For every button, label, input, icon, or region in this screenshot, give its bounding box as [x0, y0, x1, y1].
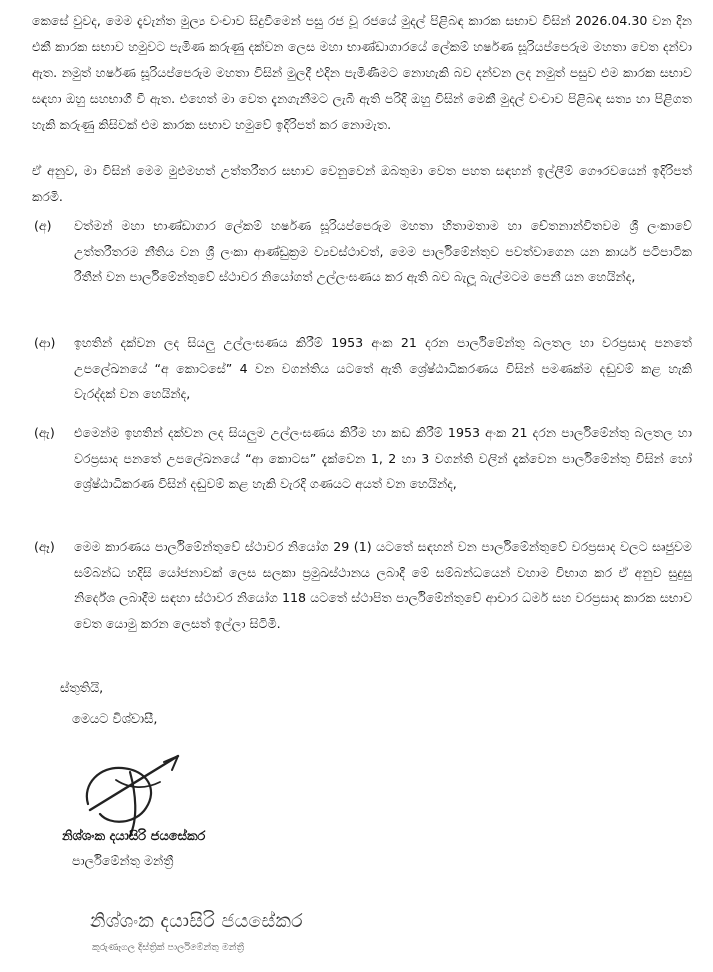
item-marker: (ඇ)	[34, 425, 55, 440]
item-text: වත්මන් මහා භාණ්ඩාගාර ලේකම් හර්ෂණ සූරියප්පෙරුම මහතා හිතාමතාම හා චේතනාන්විතවම ශ්‍රී ලංකාවේ උත්තරීතරම නීතිය වන ශ්‍රී ලංකා ආණ්ඩුක්‍රම ව්‍යවස්ථාවත්, මෙම පාර්ලිමේන්තුව පවත්වාගෙන යන කාර්ය පටිපාටික රීතීන් වන පාර්ලිමේන්තුවේ ස්ථාවර නියෝගත් උල්ලංඝණය කර ඇති බව බැලූ බැල්මටම පෙනී යන හෙයින්ද,	[74, 218, 692, 284]
signatory-title: පාර්ලිමේන්තු මන්ත්‍රී	[72, 853, 174, 868]
intro-paragraph: කෙසේ වුවද, මෙම දැවැන්ත මුල්‍ය වංචාව සිදුවීමෙන් පසු රජ වූ රජයේ මුදල් පිළිබඳ කාරක සභාව විසින් 2026.04.30 වන දින එකී කාරක සභාව හමුවට පැමිණ කරුණු දක්වන ලෙස මහා භාණ්ඩාගාරයේ ලේකම් හර්ෂණ සූරියප්පෙරුම මහතා වෙත දන්වා ඇත. නමුත් හර්ෂණ සූරියප්පෙරුම මහතා විසින් මුලදී එදින පැමිණීමට නොහැකි බව දන්වන ලද නමුත් පසුව එම කාරක සභාව සඳහා ඔහු සහභාගී වී ඇත. එහෙත් මා වෙත දැනගැනීමට ලැබී ඇති පරිදි ඔහු විසින් මෙකී මුදල් වංචාව පිළිබඳ සත්‍ය හා පිළිගත හැකි කරුණු කිසිවක් එම කාරක සභාව හමුවේ ඉදිරිපත් කර නොමැත.	[32, 13, 692, 132]
signatory-name: නිශ්ශංක දයාසිරි ජයසේකර	[62, 829, 206, 844]
handwritten-signature	[60, 732, 210, 842]
closing-thanks: ස්තුතියි,	[60, 681, 104, 696]
item-text: මෙම කාරණය පාර්ලිමේන්තුවේ ස්ථාවර නියෝග 29 (1) යටතේ සඳහන් වන පාර්ලිමේන්තුවේ වරප්‍රසාද වලට සෘජුවම සම්බන්ධ හදිසි යෝජනාවක් ලෙස සලකා ප්‍රමුඛස්ථානය ලබාදී මේ සම්බන්ධයෙන් වහාම විභාග කර ඒ අනුව සුදුසු නිර්දේශ ලබාදීම සඳහා ස්ථාවර නියෝග 118 යටතේ ස්ථාපිත පාර්ලිමේන්තුවේ ආචාර ධර්ම සහ වරප්‍රසාද කාරක සභාව වෙත යොමු කරන ලෙසත් ඉල්ලා සිටිමි.	[74, 539, 692, 631]
request-paragraph: ඒ අනුව, මා විසින් මෙම මුළුමහත් උත්තරීතර සභාව වෙනුවෙන් ඔබතුමා වෙත පහත සඳහන් ඉල්ලීම් ගෞරවයෙන් ඉදිරිපත් කරමි.	[32, 163, 692, 204]
name-stamp	[80, 908, 440, 968]
item-text: එමෙන්ම ඉහතින් දක්වන ලද සියලුම උල්ලංඝණය කිරීම හා කඩ කිරීම් 1953 අංක 21 දරන පාර්ලිමේන්තු බලතල හා වරප්‍රසාද පනතේ උපලේඛනයේ “ආ කොටස” දැක්වෙන 1, 2 හා 3 වගන්ති වලින් දැක්වෙන පාර්ලිමේන්තු විසින් හෝ ශ්‍රේෂ්ඨාධිකරණ විසින් දඬුවම් කළ හැකි වැරදි ගණයට අයත් වන හෙයින්ද,	[74, 425, 692, 491]
item-marker: (ආ)	[34, 335, 56, 350]
item-marker: (අ)	[34, 218, 52, 233]
closing-sign-off: මෙයට විශ්වාසී,	[72, 712, 158, 727]
stamp-name: නිශ්ශංක දයාසිරි ජයසේකර	[90, 910, 303, 932]
item-text: ඉහතින් දක්වන ලද සියලු උල්ලංඝණය කිරීම් 1953 අංක 21 දරන පාර්ලිමේන්තු බලතල හා වරප්‍රසාද පනතේ උපලේඛනයේ “අ කොටසේ” 4 වන වගන්තිය යටතේ ඇති ශ්‍රේෂ්ඨාධිකරණය විසින් පමණක්ම දඬුවම් කළ හැකි වැරද්දක් වන හෙයින්ද,	[74, 335, 692, 401]
stamp-subtitle: කුරුණෑගල දිස්ත්‍රික් පාර්ලිමේන්තු මන්ත්‍රී	[92, 942, 245, 953]
item-marker: (ඈ)	[34, 539, 55, 554]
